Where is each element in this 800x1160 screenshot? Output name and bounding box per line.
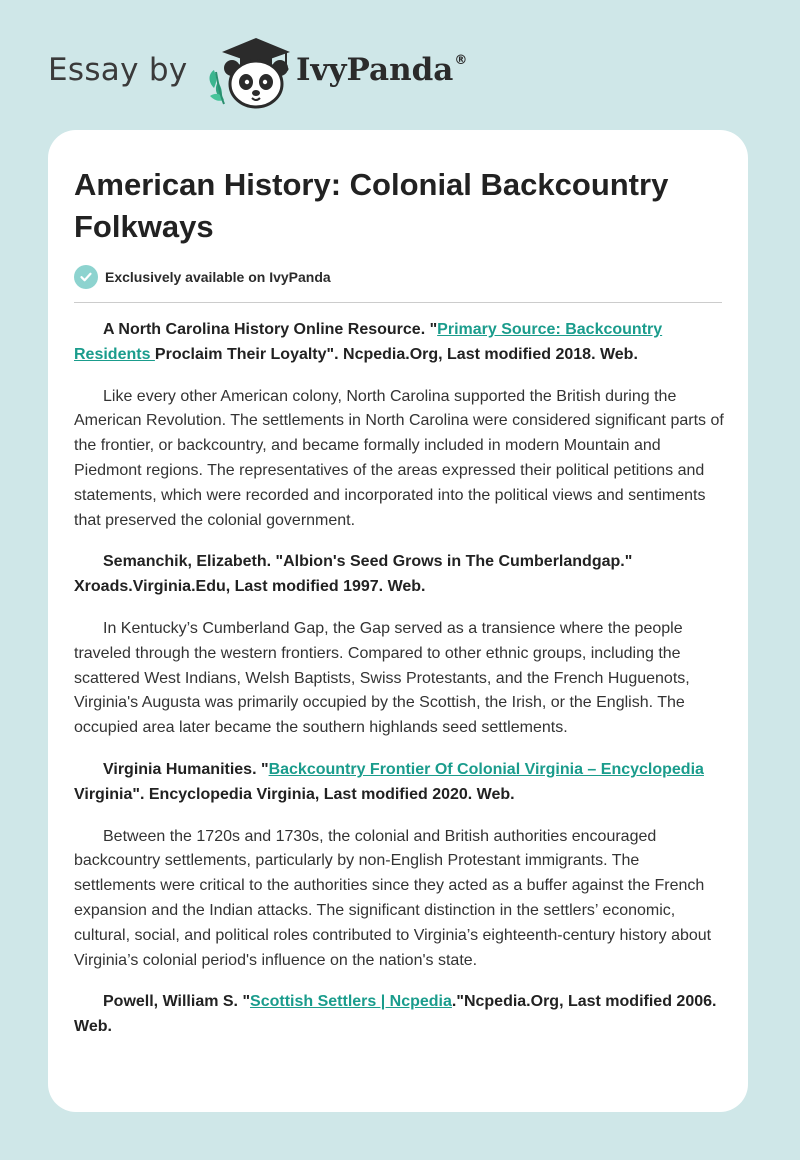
citation-3-suffix: Virginia". Encyclopedia Virginia, Last modified 2020. Web.	[74, 785, 515, 803]
registered-mark: ®	[454, 53, 468, 68]
site-header	[0, 0, 800, 120]
citation-1	[74, 318, 724, 368]
summary-1: Like every other American colony, North Carolina supported the British during the American Revolution. The settlements in North Carolina were considered significant parts of the frontier, or backcountry, and became formally included in modern Mountain and Piedmont regions. The representatives of the areas expressed their political petitions and statements, which were recorded and incorporated into the political views and sentiments that preserved the colonial government.	[74, 387, 724, 529]
citation-4-prefix: Powell, William S. "	[103, 993, 251, 1011]
citation-3-link[interactable]: Backcountry Frontier Of Colonial Virginia – Encyclopedia	[268, 760, 704, 778]
panda-graduate-logo-icon[interactable]	[202, 32, 294, 110]
badge-label: Exclusively available on IvyPanda	[105, 269, 331, 285]
page-title: American History: Colonial Backcountry Folkways	[74, 167, 669, 244]
article-body	[74, 318, 724, 1057]
divider	[74, 302, 722, 303]
citation-3-prefix: Virginia Humanities. "	[103, 760, 269, 778]
exclusive-badge	[74, 265, 331, 289]
summary-3: Between the 1720s and 1730s, the colonial and British authorities encouraged backcountry settlements, particularly by non-English Protestant immigrants. The settlements were critical to the authorities since they acted as a buffer against the French expansion and the Indian attacks. The significant distinction in the settlers’ economic, cultural, social, and political roles contributed to Virginia’s eighteenth-century history about Virginia’s colonial period's influence on the nation's state.	[74, 827, 712, 969]
check-icon	[74, 265, 98, 289]
brand-wordmark: IvyPanda	[296, 52, 454, 88]
citation-4-suffix: ."Ncpedia.Org, Last modified 2006. Web.	[74, 993, 717, 1036]
citation-1-suffix: Proclaim Their Loyalty". Ncpedia.Org, Last modified 2018. Web.	[154, 345, 638, 363]
essay-card	[48, 130, 748, 1112]
brand-name[interactable]	[296, 52, 467, 88]
citation-1-prefix: A North Carolina History Online Resource. "	[103, 321, 438, 338]
citation-1-link[interactable]: Primary Source: Backcountry Residents	[74, 321, 663, 363]
summary-2: In Kentucky’s Cumberland Gap, the Gap served as a transience where the people traveled through the western frontiers. Compared to other ethnic groups, including the scattered West Indians, Welsh Baptists, Swiss Protestants, and the French Huguenots, Virginia's Augusta was primarily occupied by the Scottish, the Irish, or the English. The occupied area later became the southern highlands seed settlements.	[74, 619, 690, 737]
citation-4	[74, 990, 724, 1040]
essay-by-label: Essay by	[48, 52, 188, 88]
citation-2: Semanchik, Elizabeth. "Albion's Seed Grows in The Cumberlandgap." Xroads.Virginia.Edu, Last modified 1997. Web.	[74, 553, 633, 596]
citation-3	[74, 758, 724, 808]
citation-4-link[interactable]: Scottish Settlers | Ncpedia	[250, 993, 452, 1011]
